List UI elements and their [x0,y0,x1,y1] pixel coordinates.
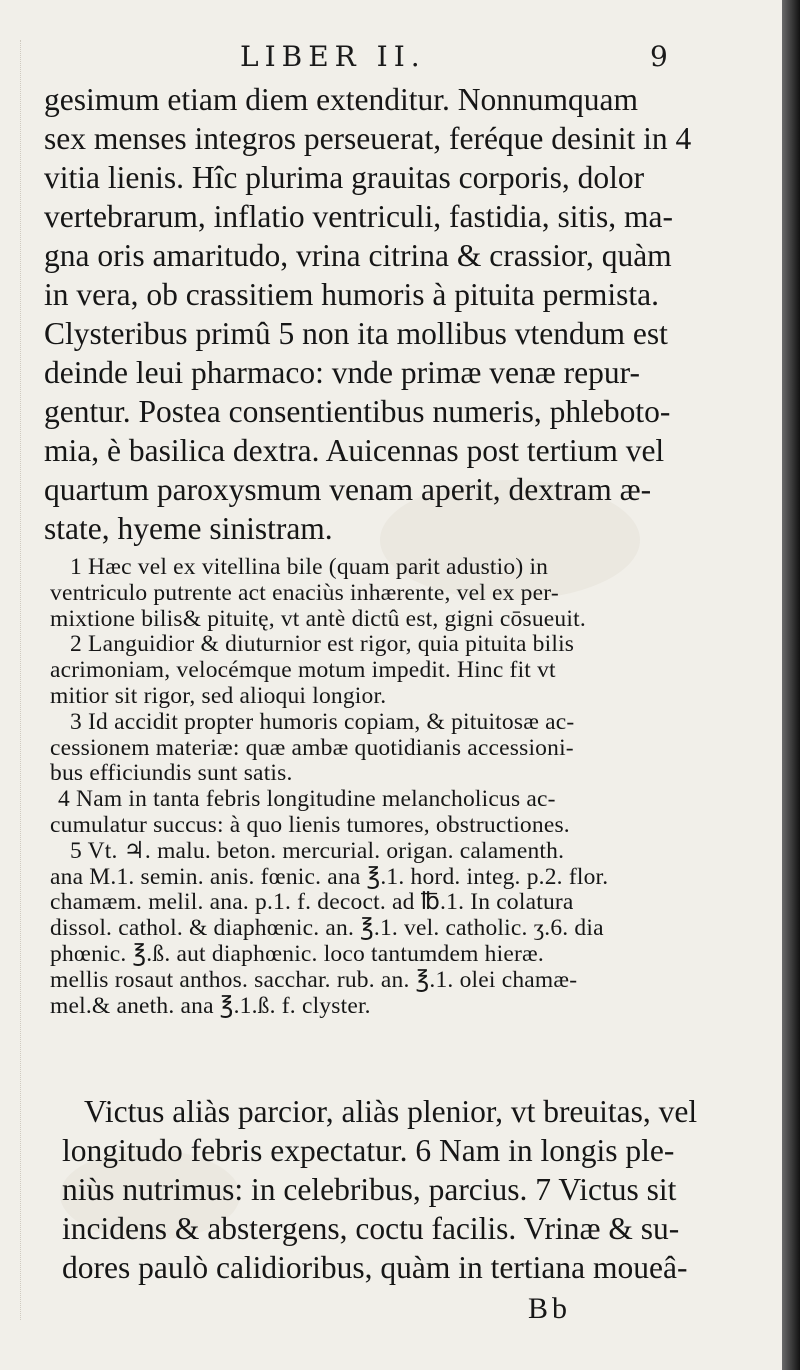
text-line: vertebrarum, inflatio ventriculi, fastidia, sitis, ma- [44,199,673,234]
note-line: mellis rosaut anthos. sacchar. rub. an. ℥.1. olei chamæ- [50,966,578,993]
note-line: 4 Nam in tanta febris longitudine melancholicus ac- [58,786,556,813]
page-edge-marks [20,40,29,1320]
text-line: niùs nutrimus: in celebribus, parcius. 7 Victus sit [62,1172,677,1207]
main-text-block [44,80,694,548]
note-line: mitior sit rigor, sed alioqui longior. [50,682,387,709]
text-line: mia, è basilica dextra. Auicennas post tertium vel [44,433,665,468]
note-line: acrimoniam, velocémque motum impedit. Hinc fit vt [50,657,556,684]
note-line: mixtione bilis& pituitę, vt antè dictû est, gigni cōsueuit. [50,605,586,632]
note-line: mel.& aneth. ana ℥.1.ß. f. clyster. [50,992,371,1019]
text-line: state, hyeme sinistram. [44,511,333,546]
note-line: 5 Vt. ♃. malu. beton. mercurial. origan. calamenth. [70,837,565,864]
note-line: bus efficiundis sunt satis. [50,760,293,787]
text-line: sex menses integros perseuerat, feréque desinit in 4 [44,121,692,156]
running-head: LIBER II. [240,40,426,73]
note-line: 3 Id accidit propter humoris copiam, & pituitosæ ac- [70,708,575,735]
note-line: ventriculo putrente act enaciùs inhærente, vel ex per- [50,579,559,606]
text-line: gesimum etiam diem extenditur. Nonnumquam [44,82,639,117]
text-line: incidens & abstergens, coctu facilis. Vrinæ & su- [62,1211,680,1246]
text-line: vitia lienis. Hîc plurima grauitas corporis, dolor [44,160,645,195]
text-line: quartum paroxysmum venam aperit, dextram æ- [44,472,652,507]
closing-text-block [62,1092,712,1287]
page-number: 9 [650,40,668,73]
note-line: cessionem materiæ: quæ ambæ quotidianis accessioni- [50,734,574,761]
text-line: gentur. Postea consentientibus numeris, phleboto- [44,394,671,429]
note-line: phœnic. ℥.ß. aut diaphœnic. loco tantumdem hieræ. [50,940,544,967]
text-line: deinde leui pharmaco: vnde primæ venæ repur- [44,355,640,390]
text-line: gna oris amaritudo, vrina citrina & crassior, quàm [44,238,672,273]
note-line: cumulatur succus: à quo lienis tumores, obstructiones. [50,811,570,838]
note-line: dissol. cathol. & diaphœnic. an. ℥.1. vel. catholic. ʒ.6. dia [50,915,604,942]
text-line: longitudo febris expectatur. 6 Nam in longis ple- [62,1133,675,1168]
text-line: Victus aliàs parcior, aliàs plenior, vt breuitas, vel [84,1094,698,1129]
note-line: 1 Hæc vel ex vitellina bile (quam parit adustio) in [70,554,549,580]
text-line: dores paulò calidioribus, quàm in tertiana moueâ- [62,1250,688,1285]
text-line: in vera, ob crassitiem humoris à pituita permista. [44,277,659,312]
note-line: 2 Languidior & diuturnior est rigor, quia pituita bilis [70,631,575,658]
annotation-block [50,554,720,1019]
binding-shadow [782,0,800,1370]
catchword-signature: Bb [528,1292,572,1325]
text-line: Clysteribus primû 5 non ita mollibus vtendum est [44,316,668,351]
note-line: ana M.1. semin. anis. fœnic. ana ℥.1. hord. integ. p.2. flor. [50,863,609,890]
note-line: chamæm. melil. ana. p.1. f. decoct. ad ℔.1. In colatura [50,889,574,916]
